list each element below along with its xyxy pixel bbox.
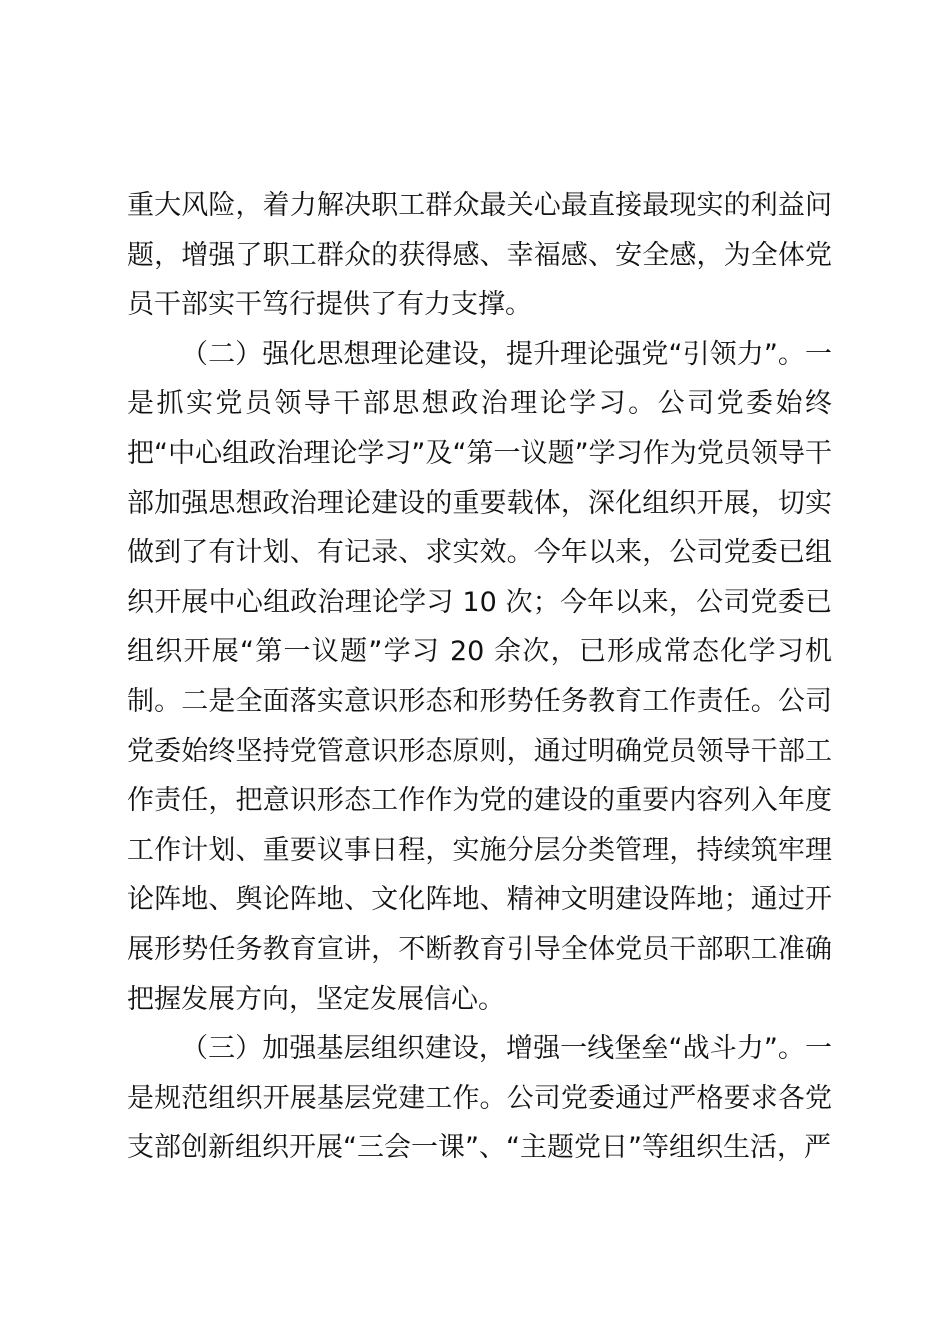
paragraph-continuation: 重大风险，着力解决职工群众最关心最直接最现实的利益问题，增强了职工群众的获得感、幸福感、安全感，为全体党员干部实干笃行提供了有力支撑。 xyxy=(127,190,832,321)
document-body xyxy=(127,181,832,1173)
paragraph-ideological-theory: （二）强化思想理论建设，提升理论强党“引领力”。一是抓实党员领导干部思想政治理论学习。公司党委始终把“中心组政治理论学习”及“第一议题”学习作为党员领导干部加强思想政治理论建设的重要载体，深化组织开展，切实做到了有计划、有记录、求实效。今年以来，公司党委已组织开展中心组政治理论学习 10 次；今年以来，公司党委已组织开展“第一议题”学习 20 余次，已形成常态化学习机制。二是全面落实意识形态和形势任务教育工作责任。公司党委始终坚持党管意识形态原则，通过明确党员领导干部工作责任，把意识形态工作作为党的建设的重要内容列入年度工作计划、重要议事日程，实施分层分类管理，持续筑牢理论阵地、舆论阵地、文化阵地、精神文明建设阵地；通过开展形势任务教育宣讲，不断教育引导全体党员干部职工准确把握发展方向，坚定发展信心。 xyxy=(127,338,832,1015)
paragraph-grassroots-organization: （三）加强基层组织建设，增强一线堡垒“战斗力”。一是规范组织开展基层党建工作。公司党委通过严格要求各党支部创新组织开展“三会一课”、“主题党日”等组织生活，严 xyxy=(127,1033,832,1164)
